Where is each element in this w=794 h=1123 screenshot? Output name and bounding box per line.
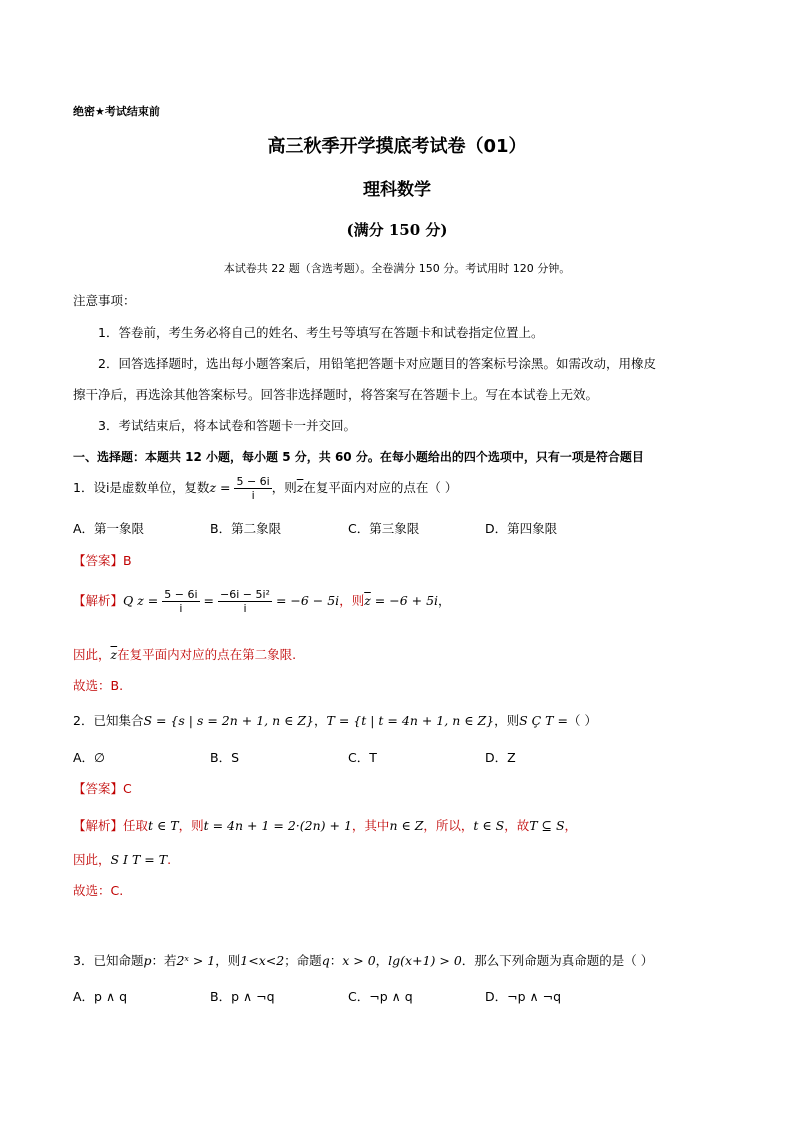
- q2-stem-text: （ ）: [567, 713, 597, 728]
- q1-option-c: C．第三象限: [348, 521, 420, 536]
- exam-subject: 理科数学: [363, 180, 431, 200]
- q3-option-d: D．¬p ∧ ¬q: [485, 989, 562, 1004]
- q2-an-text: ，: [564, 818, 578, 833]
- q2-final: 故选：C.: [73, 883, 124, 898]
- q2-analysis: [73, 816, 577, 834]
- q1-an-zbar-val: = −6 + 5i: [374, 593, 439, 608]
- q2-conclusion: [73, 850, 171, 868]
- q1-option-d: D．第四象限: [485, 521, 558, 536]
- q2-an-math: t = 4n + 1 = 2·(2n) + 1: [203, 818, 352, 833]
- section-heading: 一、选择题：本题共 12 小题，每小题 5 分，共 60 分。在每小题给出的四个选项中，只有一项是符合题目: [73, 450, 644, 464]
- q3-stem-text: ，则: [215, 953, 241, 968]
- q3-math: 2ˣ > 1: [176, 953, 216, 968]
- question-1-stem: [73, 475, 457, 502]
- q3-math: 1<x<2: [240, 953, 285, 968]
- q2-option-d: D．Z: [485, 750, 516, 765]
- q3-math: lg(x+1) > 0: [388, 953, 462, 968]
- q2-stem-text: 2．已知集合: [73, 713, 144, 728]
- q2-option-a: A．∅: [73, 750, 105, 765]
- q2-an-text: ，则: [178, 818, 204, 833]
- frac-num: −6i − 5i²: [220, 588, 270, 601]
- answer-value: B: [123, 553, 132, 568]
- q1-an-result: = −6 − 5i: [275, 593, 340, 608]
- q2-option-c: C．T: [348, 750, 377, 765]
- q2-an-math: t ∈ S: [473, 818, 505, 833]
- q3-option-b: B．p ∧ ¬q: [210, 989, 275, 1004]
- q2-an-text: ，故: [504, 818, 530, 833]
- exam-intro: 本试卷共 22 题（含选考题）。全卷满分 150 分。考试用时 120 分钟。: [223, 262, 571, 275]
- note-item: 2．回答选择题时，选出每小题答案后，用铅笔把答题卡对应题目的答案标号涂黑。如需改动，用橡皮: [98, 356, 656, 371]
- q1-zbar: $\overline{z}$: [296, 480, 304, 495]
- q2-stem-text: ，则: [494, 713, 520, 728]
- q3-option-c: C．¬p ∧ q: [348, 989, 413, 1004]
- q2-an-text: ，所以，: [423, 818, 474, 833]
- q1-conclusion: [73, 645, 296, 663]
- q1-an-zbar: $\overline{z}$: [364, 593, 371, 608]
- frac-den: i: [243, 602, 247, 615]
- q2-an-text: 任取: [123, 818, 149, 833]
- q1-conc-zbar: $\overline{z}$: [110, 647, 118, 662]
- question-3-stem: [73, 951, 653, 969]
- q1-frac-den: i: [251, 489, 255, 502]
- q3-stem-text: ；命题: [284, 953, 322, 968]
- q2-an-math: t ∈ T: [148, 818, 179, 833]
- q2-set-t: T = {t | t = 4n + 1, n ∈ Z}: [326, 713, 495, 728]
- q3-stem-text: ：: [329, 953, 343, 968]
- answer-value: C: [123, 781, 132, 796]
- q1-stem-text: ，则: [271, 480, 297, 495]
- question-2-stem: [73, 711, 597, 729]
- q3-stem-text: ．那么下列命题为真命题的是（ ）: [461, 953, 654, 968]
- q1-an-z: z =: [137, 593, 159, 608]
- q3-stem-text: ：若: [151, 953, 177, 968]
- q3-math: x > 0: [342, 953, 376, 968]
- q1-fraction: [234, 475, 271, 502]
- q1-an-frac-2: [218, 588, 272, 615]
- q1-an-eq: =: [203, 593, 215, 608]
- q2-sep: ，: [314, 713, 327, 728]
- q1-stem-text: 1．设i是虚数单位，复数: [73, 480, 210, 495]
- q2-an-text: ，其中: [351, 818, 390, 833]
- exam-score: (满分 150 分): [346, 221, 448, 239]
- notes-heading: 注意事项：: [73, 293, 136, 308]
- q1-answer: [73, 551, 132, 569]
- q1-conc-text: 因此，: [73, 647, 111, 662]
- q1-stem-text: 在复平面内对应的点在（ ）: [303, 480, 458, 495]
- q1-an-end: ，: [438, 593, 451, 608]
- note-item: 擦干净后，再选涂其他答案标号。回答非选择题时，将答案写在答题卡上。写在本试卷上无效。: [73, 387, 599, 402]
- frac-num: 5 − 6i: [164, 588, 198, 601]
- note-item: 3．考试结束后，将本试卷和答题卡一并交回。: [98, 418, 356, 433]
- q1-final: 故选：B.: [73, 678, 124, 693]
- frac-den: i: [179, 602, 183, 615]
- analysis-label: 【解析】: [73, 593, 124, 608]
- q1-analysis: [73, 588, 451, 615]
- q2-option-b: B．S: [210, 750, 240, 765]
- q1-an-frac-1: [162, 588, 199, 615]
- q2-expr: S Ç T =: [519, 713, 568, 728]
- q2-conc-text: .: [167, 852, 172, 867]
- q2-set-s: S = {s | s = 2n + 1, n ∈ Z}: [143, 713, 315, 728]
- note-item: 1．答卷前，考生务必将自己的姓名、考生号等填写在答题卡和试卷指定位置上。: [98, 325, 544, 340]
- exam-title: 高三秋季开学摸底考试卷（01）: [267, 136, 527, 157]
- q2-answer: [73, 779, 132, 797]
- q1-option-a: A．第一象限: [73, 521, 145, 536]
- answer-label: 【答案】: [73, 781, 124, 796]
- q3-option-a: A．p ∧ q: [73, 989, 128, 1004]
- q2-conc-math: S I T = T: [110, 852, 168, 867]
- analysis-label: 【解析】: [73, 818, 124, 833]
- q1-z: z =: [209, 480, 231, 495]
- q1-an-q: Q: [123, 593, 134, 608]
- q1-conc-text: 在复平面内对应的点在第二象限.: [117, 647, 297, 662]
- q3-stem-text: ，: [375, 953, 389, 968]
- q2-an-math: T ⊆ S: [529, 818, 565, 833]
- confidential-mark: 绝密★考试结束前: [73, 105, 160, 118]
- q1-frac-num: 5 − 6i: [236, 475, 270, 488]
- q2-conc-text: 因此，: [73, 852, 111, 867]
- q1-option-b: B．第二象限: [210, 521, 282, 536]
- q1-an-text: ，则: [339, 593, 365, 608]
- q2-an-math: n ∈ Z: [389, 818, 424, 833]
- q3-q: q: [321, 953, 330, 968]
- answer-label: 【答案】: [73, 553, 124, 568]
- q3-stem-text: 3．已知命题: [73, 953, 144, 968]
- q3-p: p: [143, 953, 152, 968]
